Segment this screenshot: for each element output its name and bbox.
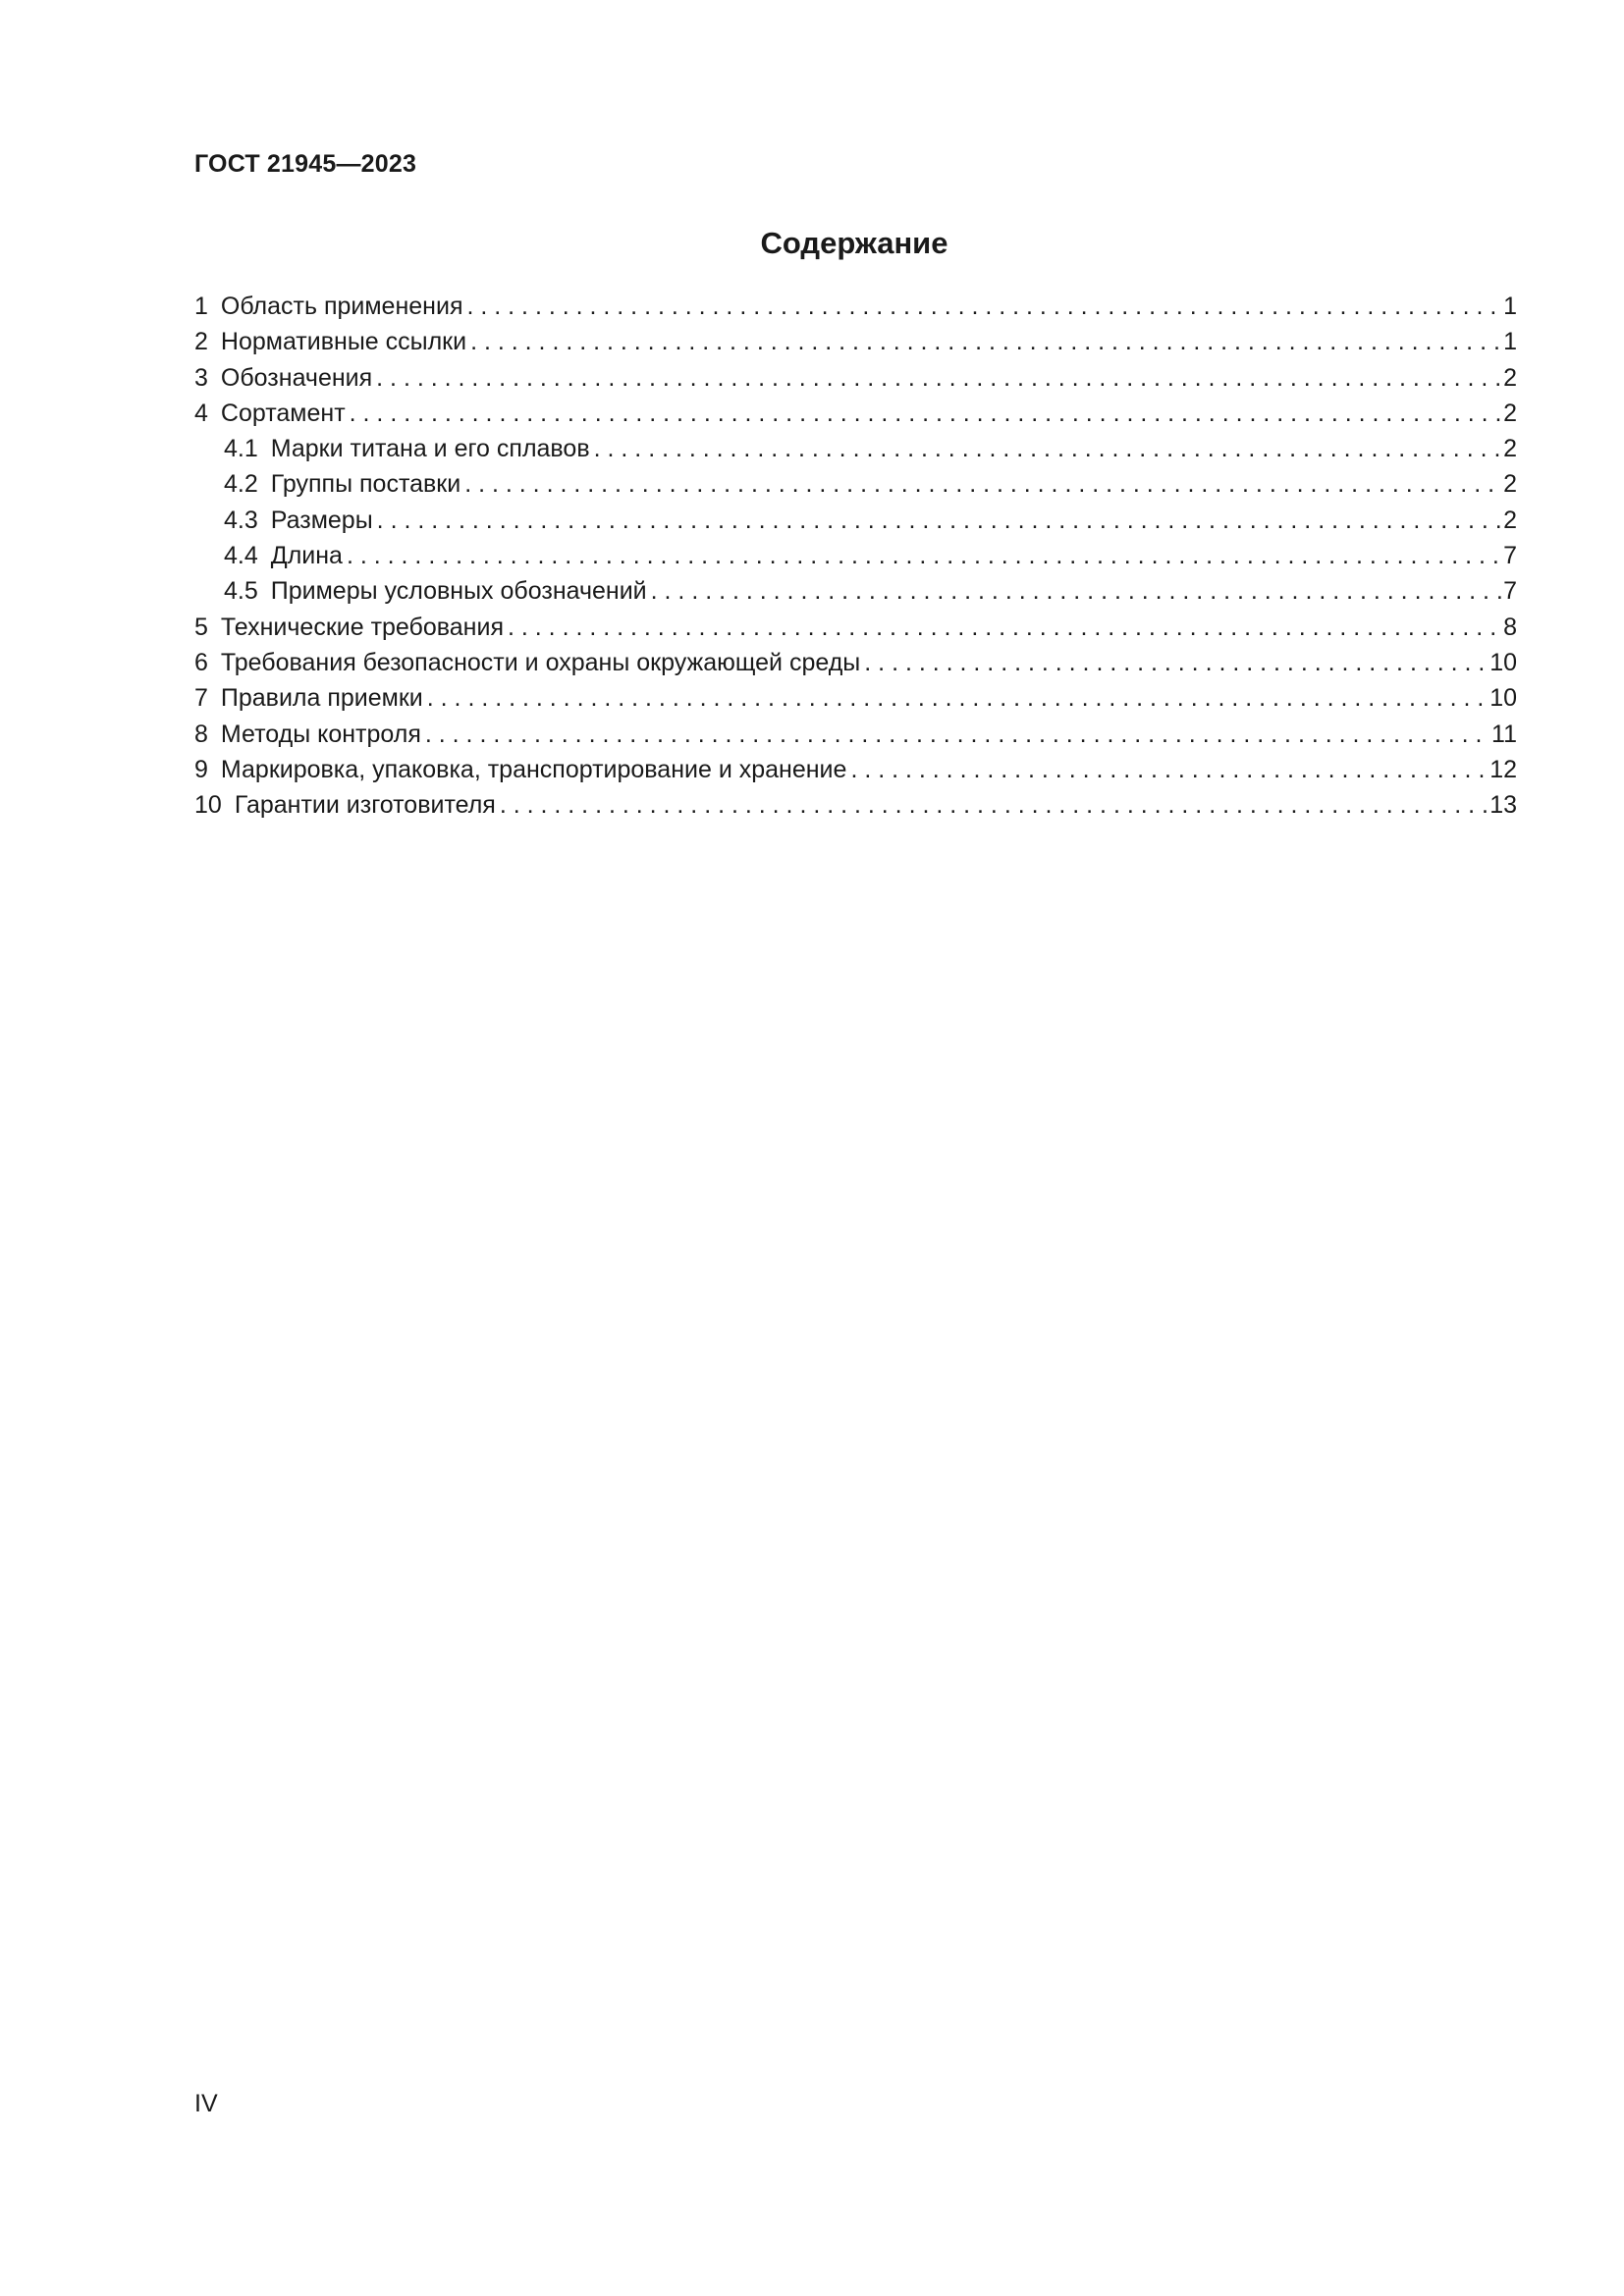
toc-dot-leader <box>466 289 1502 324</box>
toc-entry-page: 2 <box>1503 470 1517 499</box>
toc-entry-number: 4.5 <box>224 577 258 606</box>
toc-entry-label: Обозначения <box>220 363 373 392</box>
table-of-contents <box>194 289 1517 823</box>
toc-entry-page: 13 <box>1489 791 1517 820</box>
toc-entry-label: Сортамент <box>220 399 346 427</box>
toc-dot-leader <box>350 396 1502 431</box>
toc-entry-label: Методы контроля <box>220 720 421 748</box>
toc-entry-page: 2 <box>1503 435 1517 463</box>
toc-entry-number: 4.3 <box>224 506 258 534</box>
toc-subentry[interactable] <box>194 573 1517 609</box>
toc-entry-number: 4 <box>194 399 208 427</box>
toc-dot-leader <box>427 680 1489 716</box>
toc-entry-number: 2 <box>194 328 208 356</box>
toc-entry-label: Маркировка, упаковка, транспортирование и хранение <box>220 755 847 783</box>
toc-entry[interactable] <box>194 717 1517 752</box>
toc-entry-number: 4.2 <box>224 470 258 499</box>
toc-entry-number: 4.1 <box>224 435 258 463</box>
page-number: IV <box>194 2090 218 2117</box>
toc-entry[interactable] <box>194 680 1517 716</box>
toc-entry[interactable] <box>194 787 1517 823</box>
toc-entry-page: 12 <box>1489 755 1517 783</box>
toc-dot-leader <box>651 573 1502 609</box>
toc-entry-page: 11 <box>1491 720 1517 748</box>
toc-entry-page: 8 <box>1503 613 1517 641</box>
standard-header: ГОСТ 21945—2023 <box>194 150 417 178</box>
toc-subentry[interactable] <box>194 466 1517 502</box>
toc-dot-leader <box>500 787 1489 823</box>
toc-entry-page: 1 <box>1503 293 1517 320</box>
toc-dot-leader <box>464 466 1502 502</box>
toc-title: Содержание <box>760 226 948 260</box>
toc-subentry[interactable] <box>194 538 1517 573</box>
toc-entry-page: 7 <box>1503 542 1517 570</box>
toc-entry-page: 10 <box>1489 648 1517 676</box>
toc-entry-number: 5 <box>194 613 208 641</box>
toc-subentry[interactable] <box>194 431 1517 466</box>
toc-entry-label: Правила приемки <box>220 684 423 713</box>
toc-entry-label: Область применения <box>220 293 463 320</box>
toc-entry-page: 2 <box>1503 399 1517 427</box>
toc-entry-label: Марки титана и его сплавов <box>270 435 590 463</box>
toc-entry[interactable] <box>194 396 1517 431</box>
toc-entry-page: 10 <box>1489 684 1517 713</box>
toc-entry-label: Нормативные ссылки <box>220 328 467 356</box>
toc-entry-number: 10 <box>194 791 222 820</box>
toc-entry-label: Длина <box>270 542 343 570</box>
toc-entry-number: 3 <box>194 363 208 392</box>
toc-dot-leader <box>508 610 1502 645</box>
toc-entry[interactable] <box>194 289 1517 324</box>
toc-entry-label: Группы поставки <box>270 470 461 499</box>
toc-dot-leader <box>864 645 1489 680</box>
toc-entry-number: 9 <box>194 755 208 783</box>
toc-entry-label: Примеры условных обозначений <box>270 577 647 606</box>
toc-dot-leader <box>425 717 1490 752</box>
toc-entry-label: Технические требования <box>220 613 504 641</box>
toc-dot-leader <box>376 360 1502 396</box>
toc-entry-page: 2 <box>1503 506 1517 534</box>
toc-dot-leader <box>377 503 1502 538</box>
toc-dot-leader <box>850 752 1489 787</box>
toc-entry[interactable] <box>194 324 1517 359</box>
toc-subentry[interactable] <box>194 503 1517 538</box>
toc-entry-number: 8 <box>194 720 208 748</box>
toc-entry-page: 1 <box>1503 328 1517 356</box>
toc-entry-number: 7 <box>194 684 208 713</box>
toc-entry-label: Размеры <box>270 506 373 534</box>
toc-entry-number: 4.4 <box>224 542 258 570</box>
toc-entry-number: 1 <box>194 293 208 320</box>
toc-entry[interactable] <box>194 610 1517 645</box>
toc-dot-leader <box>594 431 1502 466</box>
toc-entry[interactable] <box>194 645 1517 680</box>
toc-entry[interactable] <box>194 752 1517 787</box>
toc-dot-leader <box>470 324 1502 359</box>
toc-entry[interactable] <box>194 360 1517 396</box>
toc-entry-label: Гарантии изготовителя <box>234 791 496 820</box>
toc-entry-page: 7 <box>1503 577 1517 606</box>
toc-entry-number: 6 <box>194 648 208 676</box>
toc-entry-label: Требования безопасности и охраны окружающей среды <box>220 648 861 676</box>
toc-entry-page: 2 <box>1503 363 1517 392</box>
toc-dot-leader <box>347 538 1502 573</box>
